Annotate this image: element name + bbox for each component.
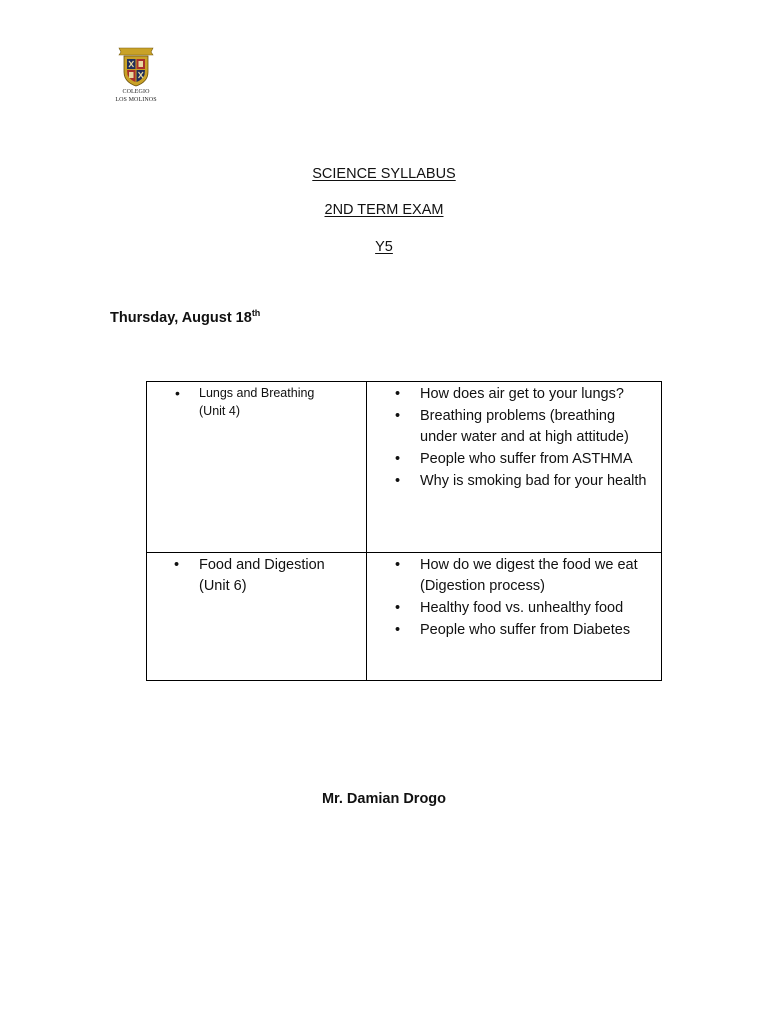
exam-title: 2ND TERM EXAM bbox=[324, 202, 444, 218]
list-item: • Why is smoking bad for your health bbox=[420, 471, 655, 492]
list-item: • Breathing problems (breathing under water and at high attitude) bbox=[420, 406, 655, 448]
document-title: SCIENCE SYLLABUS bbox=[312, 166, 456, 182]
table-row bbox=[147, 553, 662, 681]
points-cell bbox=[367, 382, 662, 553]
school-crest-icon bbox=[116, 44, 156, 88]
points-cell bbox=[367, 553, 662, 681]
teacher-signature: Mr. Damian Drogo bbox=[321, 791, 447, 807]
logo-text-line1: COLEGIO bbox=[122, 89, 150, 95]
topic-unit: (Unit 6) bbox=[199, 578, 247, 594]
topic-name: Food and Digestion bbox=[199, 557, 325, 573]
topic-item bbox=[199, 555, 360, 597]
topic-cell bbox=[147, 382, 367, 553]
list-item: • People who suffer from ASTHMA bbox=[420, 449, 655, 470]
school-logo bbox=[110, 44, 162, 103]
list-item: • People who suffer from Diabetes bbox=[420, 620, 655, 641]
exam-date-suffix: th bbox=[251, 308, 261, 318]
points-list bbox=[367, 553, 661, 641]
points-list bbox=[367, 382, 661, 492]
topic-name: Lungs and Breathing bbox=[199, 386, 315, 400]
syllabus-table bbox=[146, 381, 662, 681]
year-group: Y5 bbox=[375, 239, 393, 255]
topic-cell bbox=[147, 553, 367, 681]
list-item: • How does air get to your lungs? bbox=[420, 384, 655, 405]
topic-list bbox=[147, 382, 366, 420]
topic-list bbox=[147, 553, 366, 597]
topic-unit: (Unit 4) bbox=[199, 404, 240, 418]
logo-text-line2: LOS MOLINOS bbox=[115, 96, 157, 103]
list-item: • Healthy food vs. unhealthy food bbox=[420, 598, 655, 619]
table-row bbox=[147, 382, 662, 553]
exam-date bbox=[110, 310, 260, 326]
list-item: • How do we digest the food we eat (Digestion process) bbox=[420, 555, 655, 597]
exam-date-text: Thursday, August 18 bbox=[110, 310, 252, 326]
topic-item bbox=[199, 384, 360, 420]
